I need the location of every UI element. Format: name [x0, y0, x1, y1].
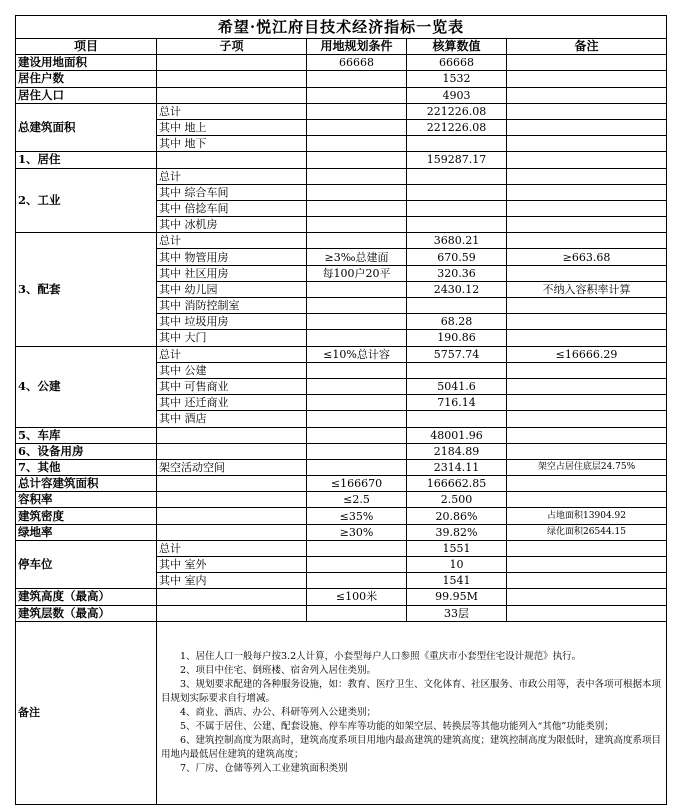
cell-subitem: 其中 幼儿园 — [157, 281, 307, 297]
cell-calculated-value: 221226.08 — [407, 103, 507, 119]
cell-subitem: 其中 垃圾用房 — [157, 314, 307, 330]
cell-calculated-value: 716.14 — [407, 395, 507, 411]
table-row — [16, 476, 667, 492]
cell-planning-condition — [307, 557, 407, 573]
cell-subitem — [157, 508, 307, 524]
table-row — [16, 589, 667, 605]
cell-item: 容积率 — [16, 492, 157, 508]
note-line: 1、居住人口一般每户按3.2人计算，小套型每户人口参照《重庆市小套型住宅设计规范》执行。 — [180, 650, 582, 662]
cell-planning-condition: ≤100米 — [307, 589, 407, 605]
cell-subitem — [157, 589, 307, 605]
cell-calculated-value: 48001.96 — [407, 427, 507, 443]
notes-content — [157, 621, 667, 804]
cell-remark — [507, 362, 667, 378]
cell-item: 居住人口 — [16, 87, 157, 103]
cell-subitem — [157, 87, 307, 103]
cell-planning-condition: ≤2.5 — [307, 492, 407, 508]
cell-planning-condition — [307, 411, 407, 427]
cell-subitem: 其中 地下 — [157, 136, 307, 152]
cell-subitem — [157, 476, 307, 492]
cell-remark — [507, 395, 667, 411]
cell-item: 停车位 — [16, 540, 157, 589]
cell-remark — [507, 103, 667, 119]
cell-item: 7、其他 — [16, 459, 157, 475]
cell-subitem: 其中 可售商业 — [157, 378, 307, 394]
cell-subitem: 其中 酒店 — [157, 411, 307, 427]
cell-subitem — [157, 605, 307, 621]
table-row — [16, 459, 667, 475]
table-row — [16, 492, 667, 508]
cell-calculated-value: 320.36 — [407, 265, 507, 281]
table-row — [16, 87, 667, 103]
cell-remark — [507, 589, 667, 605]
cell-planning-condition — [307, 200, 407, 216]
cell-calculated-value: 2.500 — [407, 492, 507, 508]
cell-subitem — [157, 55, 307, 71]
cell-calculated-value: 166662.85 — [407, 476, 507, 492]
table-row — [16, 71, 667, 87]
cell-remark — [507, 330, 667, 346]
header-remark: 备注 — [507, 39, 667, 55]
cell-subitem: 其中 大门 — [157, 330, 307, 346]
cell-subitem: 其中 社区用房 — [157, 265, 307, 281]
cell-subitem: 其中 室内 — [157, 573, 307, 589]
cell-item: 6、设备用房 — [16, 443, 157, 459]
cell-planning-condition — [307, 459, 407, 475]
cell-remark — [507, 87, 667, 103]
note-line: 3、规划要求配建的各种服务设施，如：教育、医疗卫生、文化体育、社区服务、市政公用等，表中各项可根据本项目规划实际要求自行增减。 — [161, 678, 662, 704]
cell-subitem: 总计 — [157, 233, 307, 249]
cell-planning-condition — [307, 540, 407, 556]
cell-remark — [507, 55, 667, 71]
cell-item: 总建筑面积 — [16, 103, 157, 152]
cell-calculated-value: 3680.21 — [407, 233, 507, 249]
cell-remark — [507, 540, 667, 556]
cell-remark — [507, 136, 667, 152]
cell-planning-condition — [307, 184, 407, 200]
table-row — [16, 346, 667, 362]
cell-planning-condition — [307, 298, 407, 314]
cell-planning-condition — [307, 427, 407, 443]
cell-remark — [507, 265, 667, 281]
cell-calculated-value: 10 — [407, 557, 507, 573]
cell-planning-condition — [307, 217, 407, 233]
cell-calculated-value: 66668 — [407, 55, 507, 71]
cell-calculated-value: 2430.12 — [407, 281, 507, 297]
cell-calculated-value — [407, 362, 507, 378]
cell-subitem — [157, 492, 307, 508]
cell-item: 绿地率 — [16, 524, 157, 540]
table-row — [16, 103, 667, 119]
table-row — [16, 443, 667, 459]
indicator-table — [15, 15, 667, 805]
cell-calculated-value: 1541 — [407, 573, 507, 589]
cell-planning-condition — [307, 87, 407, 103]
table-row — [16, 540, 667, 556]
cell-calculated-value: 2314.11 — [407, 459, 507, 475]
cell-item: 建设用地面积 — [16, 55, 157, 71]
table-row — [16, 55, 667, 71]
header-calculated-value: 核算数值 — [407, 39, 507, 55]
cell-planning-condition — [307, 71, 407, 87]
cell-remark: 架空占居住底层24.75% — [507, 459, 667, 475]
cell-remark — [507, 298, 667, 314]
cell-calculated-value — [407, 184, 507, 200]
cell-remark — [507, 573, 667, 589]
cell-item: 1、居住 — [16, 152, 157, 168]
note-line: 2、项目中住宅、倒班楼、宿舍列入居住类别。 — [180, 664, 377, 676]
cell-remark — [507, 411, 667, 427]
cell-subitem: 其中 还迁商业 — [157, 395, 307, 411]
cell-remark — [507, 492, 667, 508]
cell-planning-condition — [307, 314, 407, 330]
header-planning-condition: 用地规划条件 — [307, 39, 407, 55]
cell-subitem: 其中 地上 — [157, 119, 307, 135]
cell-calculated-value: 190.86 — [407, 330, 507, 346]
cell-calculated-value: 2184.89 — [407, 443, 507, 459]
cell-subitem: 其中 室外 — [157, 557, 307, 573]
cell-remark — [507, 443, 667, 459]
cell-planning-condition — [307, 573, 407, 589]
cell-calculated-value: 670.59 — [407, 249, 507, 265]
cell-planning-condition: 每100户20平 — [307, 265, 407, 281]
cell-calculated-value — [407, 217, 507, 233]
cell-planning-condition — [307, 330, 407, 346]
cell-calculated-value — [407, 168, 507, 184]
cell-planning-condition — [307, 281, 407, 297]
indicator-sheet — [15, 15, 667, 805]
cell-remark: 不纳入容积率计算 — [507, 281, 667, 297]
cell-subitem: 总计 — [157, 168, 307, 184]
cell-planning-condition — [307, 233, 407, 249]
cell-planning-condition — [307, 152, 407, 168]
cell-item: 4、公建 — [16, 346, 157, 427]
cell-calculated-value: 39.82% — [407, 524, 507, 540]
header-item: 项目 — [16, 39, 157, 55]
table-row — [16, 168, 667, 184]
cell-subitem — [157, 71, 307, 87]
cell-calculated-value: 68.28 — [407, 314, 507, 330]
cell-item: 5、车库 — [16, 427, 157, 443]
notes-row — [16, 621, 667, 804]
cell-planning-condition — [307, 103, 407, 119]
cell-item: 3、配套 — [16, 233, 157, 346]
cell-subitem: 其中 冰机房 — [157, 217, 307, 233]
cell-calculated-value — [407, 200, 507, 216]
cell-remark — [507, 314, 667, 330]
cell-planning-condition — [307, 168, 407, 184]
cell-subitem: 其中 倍捻车间 — [157, 200, 307, 216]
note-line: 7、厂房、仓储等列入工业建筑面积类别 — [180, 762, 348, 774]
cell-remark — [507, 152, 667, 168]
cell-subitem: 架空活动空间 — [157, 459, 307, 475]
cell-planning-condition — [307, 362, 407, 378]
cell-calculated-value: 159287.17 — [407, 152, 507, 168]
cell-calculated-value: 1532 — [407, 71, 507, 87]
cell-remark: ≤16666.29 — [507, 346, 667, 362]
cell-item: 建筑高度（最高） — [16, 589, 157, 605]
cell-planning-condition — [307, 378, 407, 394]
cell-calculated-value: 4903 — [407, 87, 507, 103]
cell-subitem: 其中 公建 — [157, 362, 307, 378]
table-row — [16, 152, 667, 168]
cell-calculated-value: 5757.74 — [407, 346, 507, 362]
table-row — [16, 524, 667, 540]
cell-subitem: 总计 — [157, 540, 307, 556]
cell-planning-condition: ≥3‰总建面 — [307, 249, 407, 265]
cell-remark — [507, 605, 667, 621]
cell-calculated-value: 5041.6 — [407, 378, 507, 394]
cell-item: 建筑层数（最高） — [16, 605, 157, 621]
cell-remark — [507, 233, 667, 249]
note-line: 6、建筑控制高度为限高时，建筑高度系项目用地内最高建筑的建筑高度；建筑控制高度为限低时，建筑高度系项目用地内最低居住建筑的建筑高度； — [161, 734, 662, 760]
note-line: 4、商业、酒店、办公、科研等列入公建类别； — [180, 706, 377, 718]
cell-item: 建筑密度 — [16, 508, 157, 524]
cell-planning-condition: ≤35% — [307, 508, 407, 524]
cell-calculated-value: 33层 — [407, 605, 507, 621]
cell-item: 总计容建筑面积 — [16, 476, 157, 492]
notes-label: 备注 — [16, 621, 157, 804]
cell-calculated-value: 1551 — [407, 540, 507, 556]
cell-calculated-value: 20.86% — [407, 508, 507, 524]
cell-subitem: 其中 综合车间 — [157, 184, 307, 200]
cell-planning-condition — [307, 605, 407, 621]
cell-remark — [507, 119, 667, 135]
note-line: 5、不属于居住、公建、配套设施、停车库等功能的如架空层、转换层等其他功能列入“其他”功能类别； — [180, 720, 614, 732]
cell-remark — [507, 557, 667, 573]
header-subitem: 子项 — [157, 39, 307, 55]
cell-calculated-value — [407, 411, 507, 427]
cell-planning-condition: ≤10%总计容 — [307, 346, 407, 362]
title-row — [16, 16, 667, 39]
cell-remark — [507, 200, 667, 216]
cell-remark — [507, 184, 667, 200]
cell-calculated-value: 99.95M — [407, 589, 507, 605]
cell-subitem — [157, 524, 307, 540]
cell-remark: ≥663.68 — [507, 249, 667, 265]
cell-subitem: 总计 — [157, 346, 307, 362]
cell-remark — [507, 476, 667, 492]
cell-remark — [507, 71, 667, 87]
table-row — [16, 233, 667, 249]
cell-remark: 绿化面积26544.15 — [507, 524, 667, 540]
cell-subitem: 其中 物管用房 — [157, 249, 307, 265]
cell-remark: 占地面积13904.92 — [507, 508, 667, 524]
cell-planning-condition — [307, 119, 407, 135]
cell-planning-condition: ≤166670 — [307, 476, 407, 492]
cell-remark — [507, 217, 667, 233]
cell-planning-condition — [307, 443, 407, 459]
cell-subitem — [157, 152, 307, 168]
cell-subitem: 其中 消防控制室 — [157, 298, 307, 314]
cell-item: 居住户数 — [16, 71, 157, 87]
cell-planning-condition — [307, 136, 407, 152]
cell-remark — [507, 168, 667, 184]
cell-remark — [507, 427, 667, 443]
cell-planning-condition: ≥30% — [307, 524, 407, 540]
cell-planning-condition — [307, 395, 407, 411]
table-row — [16, 508, 667, 524]
cell-remark — [507, 378, 667, 394]
cell-calculated-value: 221226.08 — [407, 119, 507, 135]
cell-item: 2、工业 — [16, 168, 157, 233]
table-row — [16, 605, 667, 621]
cell-planning-condition: 66668 — [307, 55, 407, 71]
table-row — [16, 427, 667, 443]
cell-subitem — [157, 443, 307, 459]
cell-calculated-value — [407, 298, 507, 314]
cell-subitem: 总计 — [157, 103, 307, 119]
header-row — [16, 39, 667, 55]
cell-calculated-value — [407, 136, 507, 152]
cell-subitem — [157, 427, 307, 443]
table-title: 希望·悦江府目技术经济指标一览表 — [16, 16, 667, 39]
